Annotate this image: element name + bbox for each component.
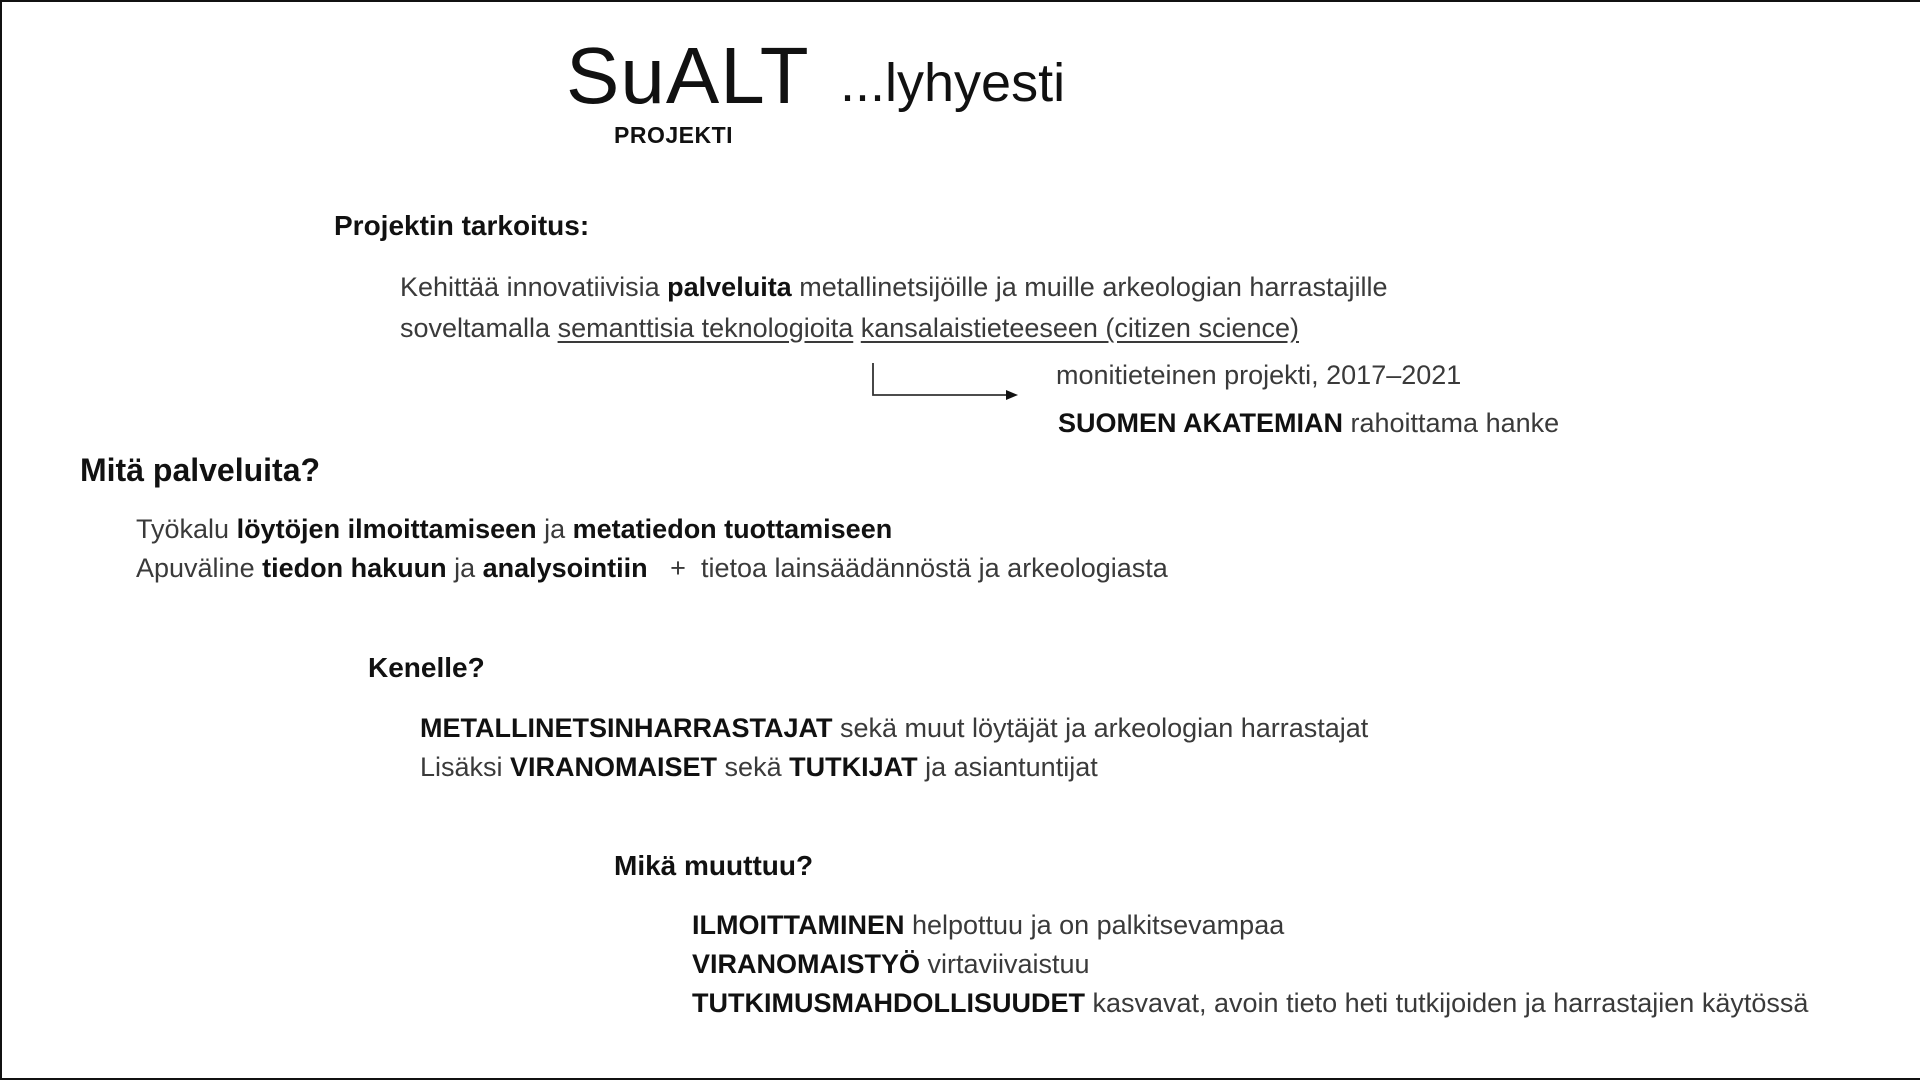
changes-line-2 bbox=[692, 949, 1090, 980]
text-segment: metallinetsijöille ja muille arkeologian harrastajille bbox=[791, 272, 1388, 302]
project-duration-note: monitieteinen projekti, 2017–2021 bbox=[1056, 360, 1462, 390]
text-bold: ILMOITTAMINEN bbox=[692, 910, 905, 940]
text-bold: tiedon hakuun bbox=[262, 553, 447, 583]
purpose-line-1 bbox=[400, 272, 1387, 303]
text-bold: TUTKIMUSMAHDOLLISUUDET bbox=[692, 988, 1085, 1018]
slide-title: SuALT bbox=[566, 31, 810, 120]
text-bold: palveluita bbox=[667, 272, 792, 302]
text-segment: soveltamalla bbox=[400, 313, 558, 343]
funding-note bbox=[1058, 408, 1559, 439]
purpose-heading: Projektin tarkoitus: bbox=[334, 210, 590, 241]
changes-heading: Mikä muuttuu? bbox=[614, 850, 814, 881]
text-bold: TUTKIJAT bbox=[789, 752, 918, 782]
purpose-line-2 bbox=[400, 313, 1299, 344]
services-line-1 bbox=[136, 514, 892, 545]
arrow-icon bbox=[866, 362, 1026, 408]
text-segment: Lisäksi bbox=[420, 752, 511, 782]
text-bold: löytöjen ilmoittamiseen bbox=[236, 514, 537, 544]
underlined-text: semanttisia teknologioita bbox=[557, 313, 854, 343]
text-segment: Työkalu bbox=[136, 514, 237, 544]
changes-line-3 bbox=[692, 988, 1808, 1019]
audience-heading: Kenelle? bbox=[368, 652, 485, 683]
text-segment: sekä muut löytäjät ja arkeologian harrastajat bbox=[832, 713, 1369, 743]
audience-line-1 bbox=[420, 713, 1368, 744]
project-label: PROJEKTI bbox=[614, 122, 734, 148]
services-line-2 bbox=[136, 553, 1168, 584]
text-bold: SUOMEN AKATEMIAN bbox=[1058, 408, 1343, 438]
audience-line-2 bbox=[420, 752, 1098, 783]
text-segment: ja asiantuntijat bbox=[917, 752, 1098, 782]
text-segment: Apuväline bbox=[136, 553, 263, 583]
underlined-text: kansalaistieteeseen (citizen science) bbox=[860, 313, 1299, 343]
text-bold: metatiedon tuottamiseen bbox=[572, 514, 893, 544]
text-segment: ja bbox=[536, 514, 573, 544]
text-bold: analysointiin bbox=[482, 553, 648, 583]
text-segment: helpottuu ja on palkitsevampaa bbox=[904, 910, 1285, 940]
services-heading: Mitä palveluita? bbox=[80, 452, 321, 488]
text-bold: VIRANOMAISET bbox=[510, 752, 718, 782]
text-bold: VIRANOMAISTYÖ bbox=[692, 949, 921, 979]
text-segment: rahoittama hanke bbox=[1343, 408, 1560, 438]
text-bold: METALLINETSINHARRASTAJAT bbox=[420, 713, 833, 743]
text-segment: virtaviivaistuu bbox=[920, 949, 1090, 979]
text-segment: Kehittää innovatiivisia bbox=[400, 272, 668, 302]
text-segment: sekä bbox=[717, 752, 790, 782]
changes-line-1 bbox=[692, 910, 1284, 941]
text-segment bbox=[853, 313, 861, 343]
text-segment: + tietoa lainsäädännöstä ja arkeologiasta bbox=[647, 553, 1168, 583]
slide-subtitle: ...lyhyesti bbox=[840, 53, 1066, 113]
text-segment: kasvavat, avoin tieto heti tutkijoiden ja harrastajien käytössä bbox=[1084, 988, 1809, 1018]
text-segment: ja bbox=[446, 553, 483, 583]
